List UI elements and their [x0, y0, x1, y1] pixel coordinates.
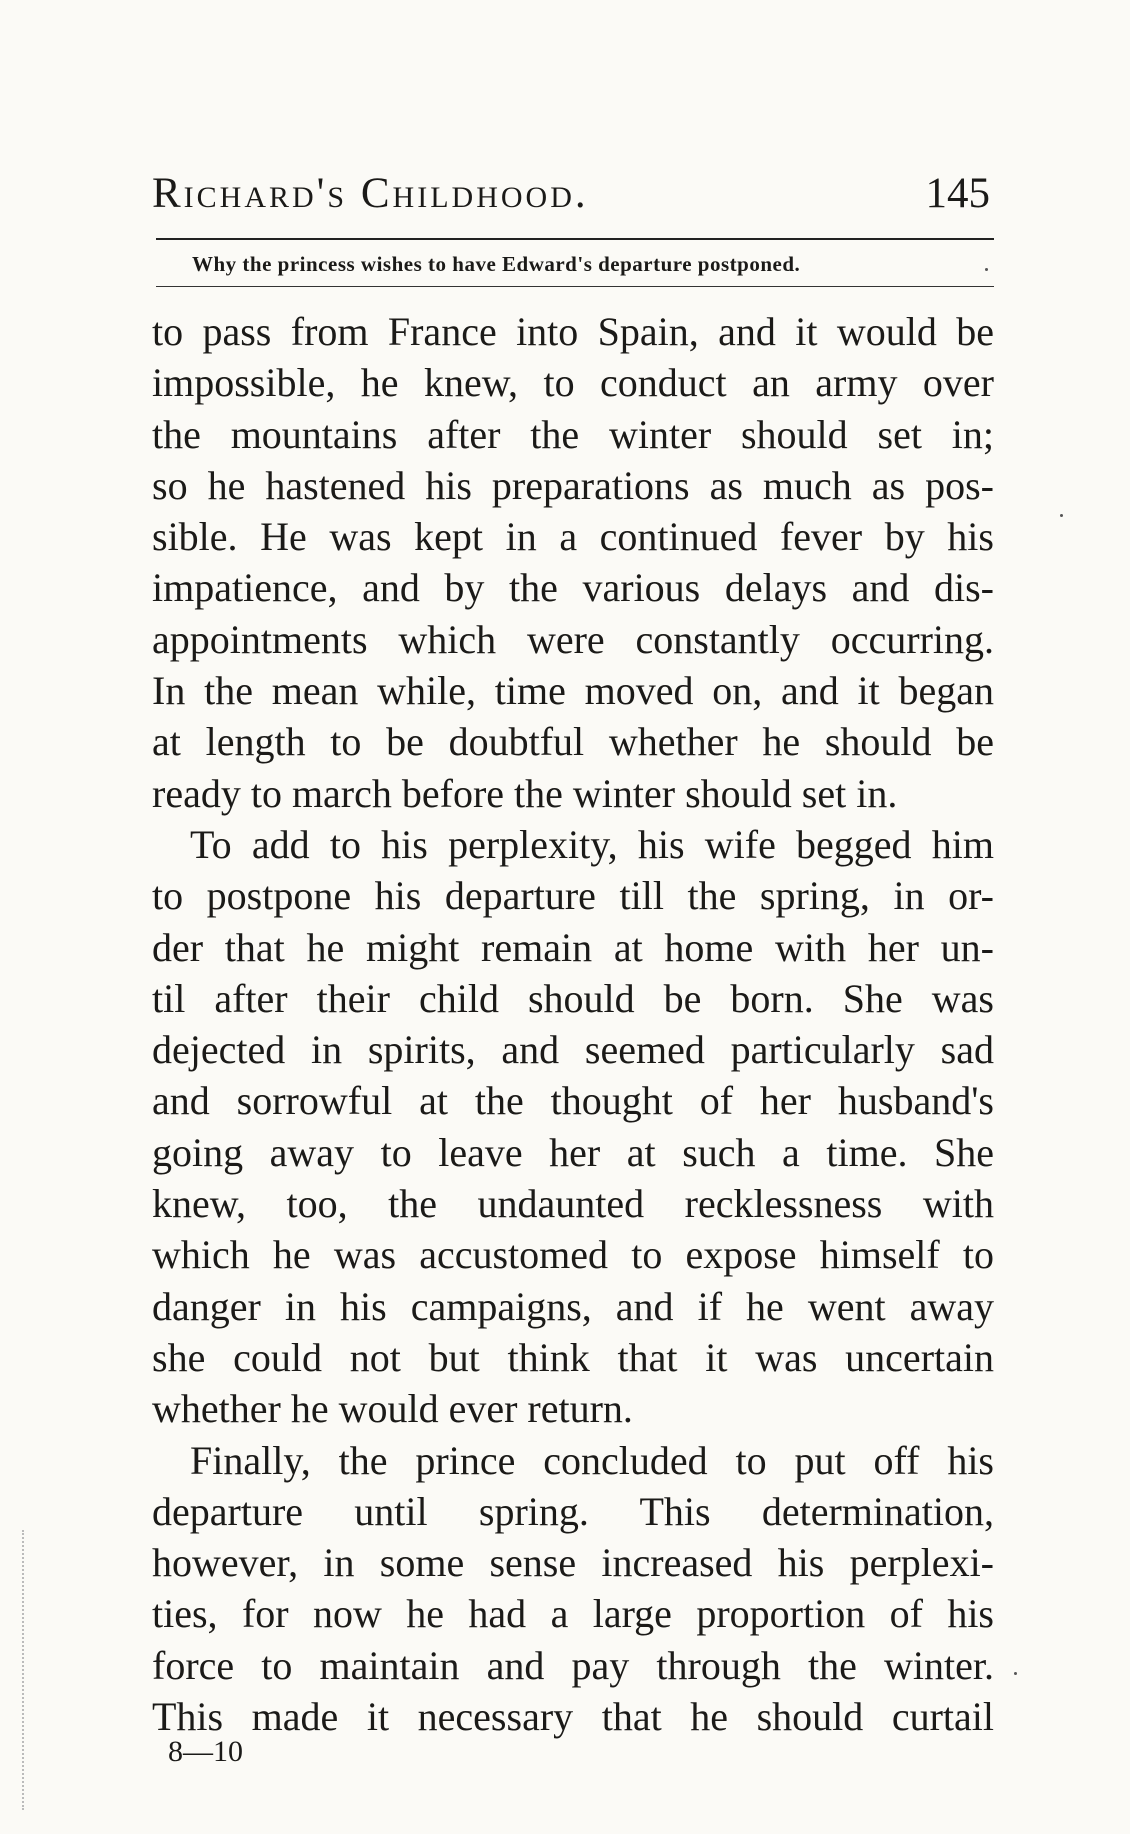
text-line: going away to leave her at such a time. She — [152, 1129, 994, 1175]
text-line: at length to be doubtful whether he should be — [152, 719, 994, 765]
running-title: Richard's Childhood. — [152, 170, 589, 217]
paragraph-3 — [152, 1435, 994, 1743]
text-line: danger in his campaigns, and if he went away — [152, 1283, 994, 1329]
text-line: sible. He was kept in a continued fever by his — [152, 514, 994, 560]
margin-scan-dots — [22, 1530, 30, 1810]
text-line: appointments which were constantly occurring. — [152, 616, 994, 662]
scan-speck — [1060, 514, 1063, 517]
header-rule-top — [156, 238, 994, 240]
text-line: knew, too, the undaunted recklessness with — [152, 1181, 994, 1227]
paragraph-1 — [152, 306, 994, 819]
text-line: and sorrowful at the thought of her husband's — [152, 1078, 994, 1124]
text-line: whether he would ever return. — [152, 1386, 633, 1432]
text-line: the mountains after the winter should set in; — [152, 411, 994, 457]
text-line: To add to his perplexity, his wife begged him — [190, 821, 994, 867]
text-line: so he hastened his preparations as much as pos- — [152, 462, 994, 508]
text-line: In the mean while, time moved on, and it began — [152, 668, 994, 714]
text-line: to pass from France into Spain, and it would be — [152, 309, 994, 354]
chapter-subheading: Why the princess wishes to have Edward's departure postponed. — [192, 252, 801, 276]
text-line: impossible, he knew, to conduct an army over — [152, 360, 994, 406]
text-line: til after their child should be born. She was — [152, 975, 994, 1021]
signature-mark: 8—10 — [168, 1735, 243, 1768]
text-line: however, in some sense increased his perplexi- — [152, 1540, 994, 1586]
text-line: departure until spring. This determination, — [152, 1488, 994, 1534]
text-line: which he was accustomed to expose himself to — [152, 1232, 994, 1278]
body-text — [152, 306, 994, 1742]
text-line: dejected in spirits, and seemed particularly sad — [152, 1027, 994, 1073]
text-line: ties, for now he had a large proportion of his — [152, 1591, 994, 1637]
text-line: der that he might remain at home with her un- — [152, 924, 994, 970]
text-line: to postpone his departure till the spring, in or- — [152, 873, 994, 919]
text-line: force to maintain and pay through the winter. — [152, 1642, 994, 1688]
scan-speck — [1014, 1672, 1017, 1675]
header-rule-bottom — [156, 286, 994, 287]
scan-speck — [985, 268, 988, 271]
text-line: she could not but think that it was uncertain — [152, 1334, 994, 1380]
paragraph-2 — [152, 819, 994, 1435]
text-line: ready to march before the winter should set in. — [152, 770, 898, 816]
text-line: impatience, and by the various delays and dis- — [152, 565, 994, 611]
text-line: This made it necessary that he should curtail — [152, 1694, 994, 1740]
page-number: 145 — [925, 170, 990, 217]
text-line: Finally, the prince concluded to put off his — [190, 1437, 994, 1483]
